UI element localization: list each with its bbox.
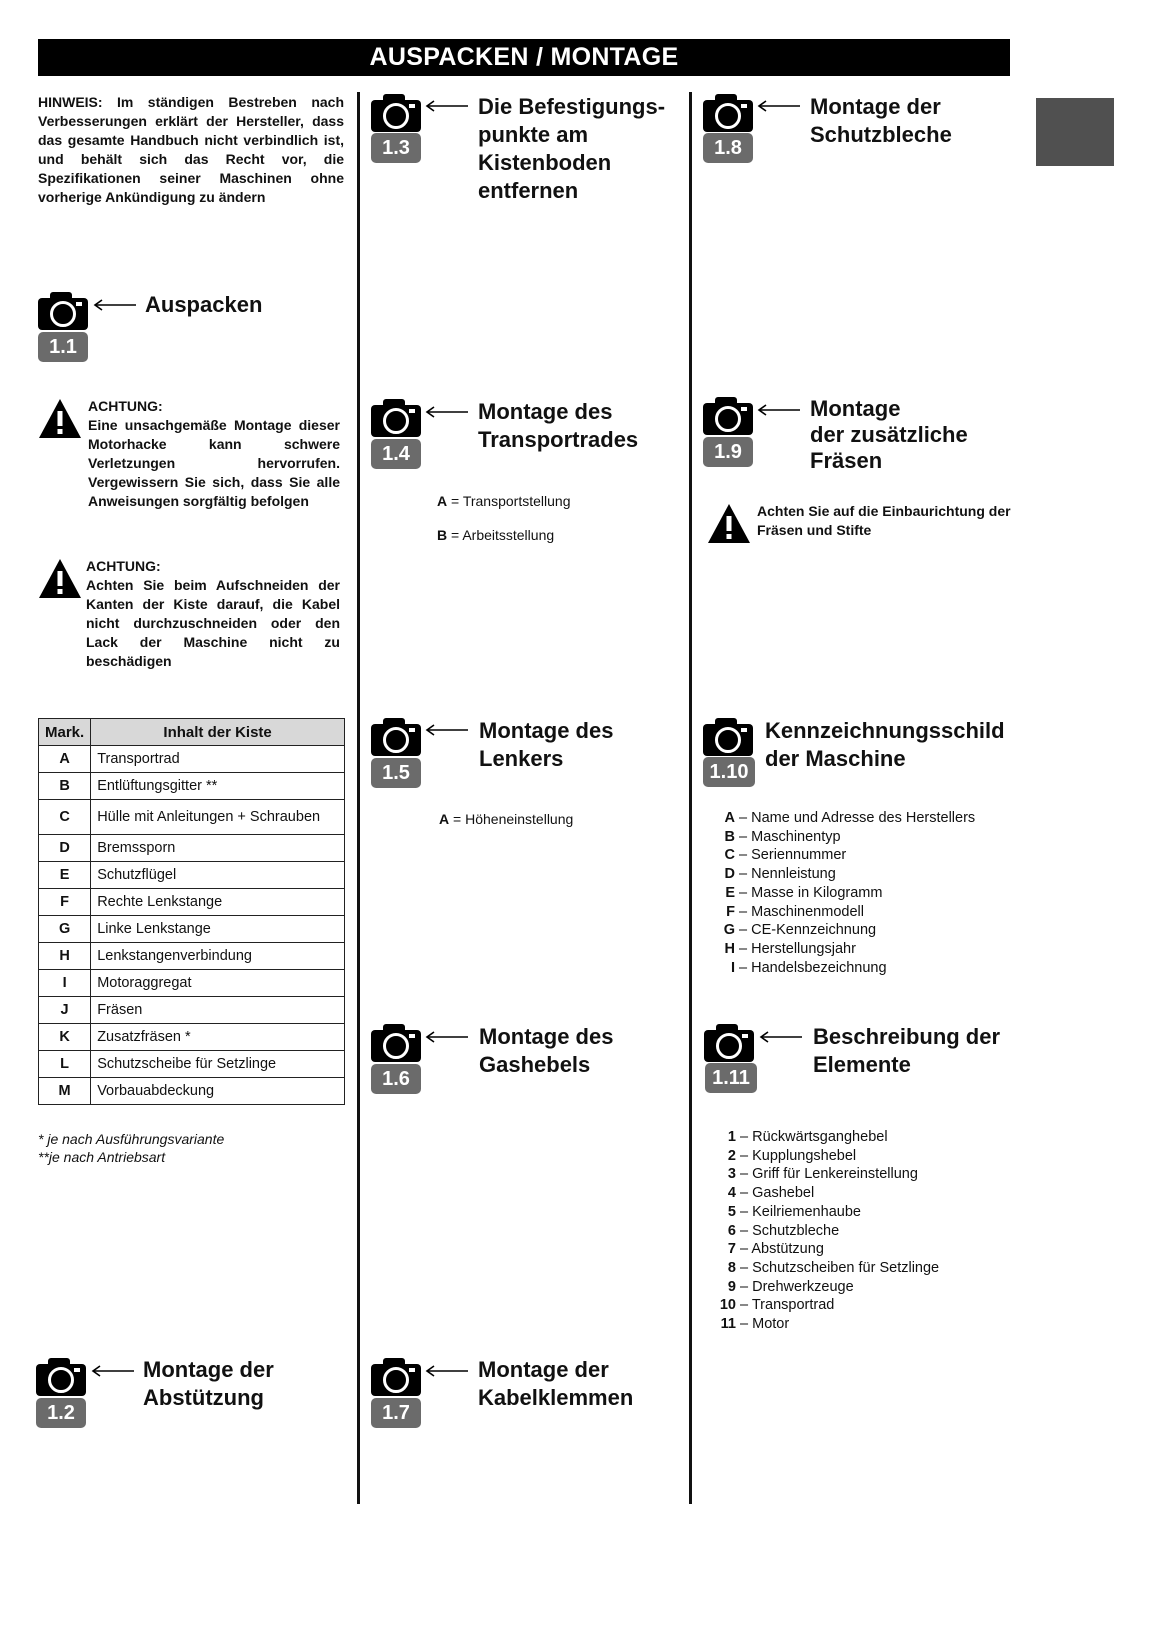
table-row [39, 1024, 345, 1051]
warning-icon [707, 502, 751, 544]
table-header: Mark. [39, 719, 91, 746]
list-item: H – Herstellungsjahr [724, 940, 856, 957]
row-content: Bremssporn [91, 835, 345, 862]
arrow-left-icon [424, 723, 468, 737]
table-row [39, 835, 345, 862]
list-item: C – Seriennummer [724, 847, 847, 864]
section-title: Die Befestigungs- punkte am Kistenboden entfernen [478, 94, 666, 203]
figure-badge: 1.7 [371, 1398, 421, 1428]
arrow-left-icon [756, 99, 800, 113]
row-mark: E [39, 862, 91, 889]
row-content: Lenkstangenverbindung [91, 943, 345, 970]
warning-icon [38, 397, 82, 439]
list-item: 2 – Kupplungshebel [727, 1147, 857, 1164]
camera-icon [371, 1022, 423, 1062]
table-row [39, 889, 345, 916]
row-mark: I [39, 970, 91, 997]
warning-text: ACHTUNG: Eine unsachgemäße Montage dieser Motorhacke kann schwere Verletzungen hervorrufen. Vergewissern Sie sich, dass Sie alle Anweisungen sorgfältig befolgen [88, 398, 340, 509]
row-content: Schutzscheibe für Setzlinge [91, 1051, 345, 1078]
list-item: G – CE-Kennzeichnung [723, 922, 877, 939]
row-mark: K [39, 1024, 91, 1051]
section-title: Montage der Schutzbleche [810, 94, 952, 147]
contents-table [38, 718, 345, 1105]
camera-icon [371, 92, 423, 132]
row-mark: D [39, 835, 91, 862]
arrow-left-icon [758, 1030, 802, 1044]
row-content: Transportrad [91, 746, 345, 773]
legend-b: B = Arbeitsstellung [437, 527, 555, 543]
row-content: Schutzflügel [91, 862, 345, 889]
row-mark: A [39, 746, 91, 773]
row-content: Vorbauabdeckung [91, 1078, 345, 1105]
section-title: Montage der Kabelklemmen [478, 1357, 634, 1410]
list-item: 3 – Griff für Lenkereinstellung [727, 1166, 918, 1183]
figure-badge: 1.8 [703, 133, 753, 163]
table-row [39, 800, 345, 835]
table-row [39, 943, 345, 970]
row-content: Zusatzfräsen * [91, 1024, 345, 1051]
row-content: Motoraggregat [91, 970, 345, 997]
row-mark: M [39, 1078, 91, 1105]
camera-icon [371, 397, 423, 437]
table-row [39, 746, 345, 773]
figure-badge: 1.1 [38, 332, 88, 362]
row-content: Linke Lenkstange [91, 916, 345, 943]
arrow-left-icon [424, 405, 468, 419]
list-item: 4 – Gashebel [727, 1185, 815, 1202]
elements-list [718, 1128, 939, 1334]
list-item: I – Handelsbezeichnung [730, 959, 887, 976]
footnote: **je nach Antriebsart [38, 1149, 166, 1165]
figure-badge: 1.3 [371, 133, 421, 163]
camera-icon [371, 716, 423, 756]
hinweis-note: HINWEIS: Im ständigen Bestreben nach Verbesserungen erklärt der Hersteller, dass das gesamte Handbuch nicht verbindlich ist, und behält sich das Recht vor, die Spezifikationen seiner Maschinen ohne vorherige Ankündigung zu ändern [38, 94, 344, 205]
arrow-left-icon [90, 1364, 134, 1378]
list-item: F – Maschinenmodell [726, 903, 864, 920]
legend-a: A = Transportstellung [437, 493, 571, 509]
section-title: Beschreibung der Elemente [813, 1024, 1001, 1077]
arrow-left-icon [424, 1364, 468, 1378]
row-content: Hülle mit Anleitungen + Schrauben [91, 800, 345, 835]
list-item: 11 – Motor [720, 1316, 790, 1333]
arrow-left-icon [424, 1030, 468, 1044]
section-title: Montage der Abstützung [143, 1357, 274, 1410]
row-content: Rechte Lenkstange [91, 889, 345, 916]
list-item: A – Name und Adresse des Herstellers [724, 810, 976, 826]
list-item: D – Nennleistung [724, 866, 836, 883]
row-mark: L [39, 1051, 91, 1078]
list-item: E – Masse in Kilogramm [725, 884, 883, 901]
list-item: 7 – Abstützung [727, 1241, 824, 1258]
list-item: B – Maschinentyp [724, 828, 841, 845]
warning-icon [38, 557, 82, 599]
nameplate-list [723, 809, 975, 977]
figure-badge: 1.9 [703, 437, 753, 467]
legend-a: A = Höheneinstellung [439, 811, 574, 827]
row-mark: G [39, 916, 91, 943]
camera-icon [38, 290, 90, 330]
figure-badge: 1.6 [371, 1064, 421, 1094]
camera-icon [36, 1356, 88, 1396]
section-title: Montage des Gashebels [479, 1024, 614, 1077]
arrow-left-icon [756, 403, 800, 417]
list-item: 8 – Schutzscheiben für Setzlinge [727, 1259, 940, 1276]
section-title: Montage des Transportrades [478, 399, 639, 452]
table-header: Inhalt der Kiste [91, 719, 345, 746]
arrow-left-icon [92, 298, 136, 312]
list-item: 10 – Transportrad [719, 1297, 835, 1314]
figure-badge: 1.2 [36, 1398, 86, 1428]
row-mark: J [39, 997, 91, 1024]
camera-icon [703, 92, 755, 132]
camera-icon [704, 1022, 756, 1062]
table-row [39, 773, 345, 800]
row-content: Entlüftungsgitter ** [91, 773, 345, 800]
list-item: 1 – Rückwärtsganghebel [727, 1129, 888, 1145]
chapter-tab [1036, 98, 1114, 166]
table-row [39, 1078, 345, 1105]
row-mark: H [39, 943, 91, 970]
figure-badge: 1.11 [705, 1063, 757, 1093]
figure-badge: 1.10 [703, 757, 755, 787]
footnote: * je nach Ausführungsvariante [38, 1131, 225, 1147]
list-item: 5 – Keilriemenhaube [727, 1203, 861, 1220]
camera-icon [703, 716, 755, 756]
figure-badge: 1.5 [371, 758, 421, 788]
section-title: Auspacken [145, 292, 263, 317]
row-mark: F [39, 889, 91, 916]
table-row [39, 1051, 345, 1078]
table-row [39, 970, 345, 997]
row-mark: C [39, 800, 91, 835]
page-title: AUSPACKEN / MONTAGE [38, 39, 1010, 76]
column-divider [689, 92, 692, 1504]
row-mark: B [39, 773, 91, 800]
list-item: 6 – Schutzbleche [727, 1222, 840, 1239]
table-row [39, 862, 345, 889]
warning-text: Achten Sie auf die Einbaurichtung der Fräsen und Stifte [757, 503, 1011, 538]
row-content: Fräsen [91, 997, 345, 1024]
figure-badge: 1.4 [371, 439, 421, 469]
column-divider [357, 92, 360, 1504]
table-row [39, 916, 345, 943]
arrow-left-icon [424, 99, 468, 113]
section-title: Montage der zusätzliche Fräsen [810, 396, 968, 473]
table-row [39, 997, 345, 1024]
list-item: 9 – Drehwerkzeuge [727, 1278, 854, 1295]
warning-text: ACHTUNG: Achten Sie beim Aufschneiden der Kanten der Kiste darauf, die Kabel nicht durchzuschneiden oder den Lack der Maschine nicht zu beschädigen [86, 558, 340, 669]
camera-icon [371, 1356, 423, 1396]
camera-icon [703, 395, 755, 435]
section-title: Kennzeichnungsschild der Maschine [765, 718, 1005, 771]
section-title: Montage des Lenkers [479, 718, 614, 771]
